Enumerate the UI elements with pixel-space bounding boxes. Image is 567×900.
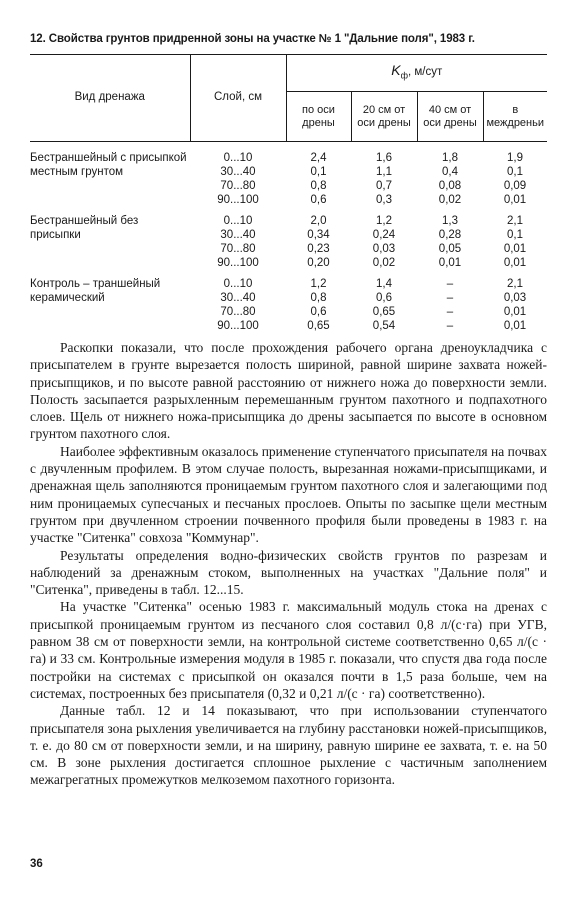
- soil-properties-table: [30, 54, 547, 334]
- layer-cell: 70...80: [220, 243, 256, 255]
- header-layer: Слой, см: [190, 55, 286, 142]
- layer-cell: 0...10: [223, 152, 253, 164]
- paragraph: Данные табл. 12 и 14 показывают, что при использовании ступенчатого присыпателя зона рыхления увеличивается на глубину расстановки ножей-присыпщиков, т. е. до 80 см от поверхности земли, и на ширину, равную ширине ее захвата, т. е. на 50 см. В зоне рыхления достигается сплошное рыхление с частичным заполнением межагрегатных промежутков мелкоземом пахотного горизонта.: [30, 703, 547, 788]
- kf-value-cell: 0,6: [310, 306, 327, 318]
- drainage-type-cell: Бестраншейный с присыпкой местным грунтом: [30, 152, 187, 178]
- layer-cell: 70...80: [220, 180, 256, 192]
- kf-value-cell: 0,05: [438, 243, 462, 255]
- paragraph: Результаты определения водно-физических свойств грунтов по разрезам и наблюдений за дренажным стоком, выполненных на участках "Дальние поля" и "Ситенка", приведены в табл. 12...15.: [30, 547, 547, 598]
- kf-value-cell: 0,24: [372, 229, 396, 241]
- kf-value-cell: 2,0: [310, 215, 327, 227]
- kf-value-cell: –: [446, 278, 454, 290]
- kf-value-cell: 0,03: [372, 243, 396, 255]
- kf-value-cell: 1,9: [507, 152, 523, 164]
- kf-value-cell: –: [446, 306, 454, 318]
- kf-value-cell: 0,08: [438, 180, 462, 192]
- page-number: 36: [30, 858, 43, 870]
- layer-cell: 0...10: [223, 278, 253, 290]
- layer-cell: 30...40: [220, 292, 256, 304]
- kf-value-cell: 0,01: [438, 257, 462, 269]
- paragraph: Наиболее эффективным оказалось применение ступенчатого присыпателя на почвах с двучленным профилем. В этом случае полость, вырезанная ножами-присыпщиками, и дренажная щель заполняются проницаемым грунтом пахотного слоя и залегающими под ним проницаемых супесчаных и песчаных прослоев. Опыты по засыпке щели местным грунтом при двучленном строении почвенного профиля были проведены в 1983 г. на участке "Ситенка" совхоза "Коммунар".: [30, 443, 547, 546]
- kf-value-cell: 1,6: [376, 152, 392, 164]
- kf-value-cell: –: [446, 292, 454, 304]
- kf-value-cell: 0,6: [310, 194, 327, 206]
- table-body: [30, 142, 547, 335]
- layer-cell: 90...100: [217, 194, 259, 206]
- header-between-drains: в междреньи: [483, 92, 547, 142]
- kf-value-cell: 0,34: [307, 229, 330, 241]
- kf-value-cell: 1,8: [442, 152, 458, 164]
- header-drainage-type: Вид дренажа: [30, 55, 190, 142]
- layer-cell: 0...10: [223, 215, 253, 227]
- kf-value-cell: 0,8: [310, 292, 327, 304]
- kf-value-cell: 2,1: [507, 278, 523, 290]
- kf-value-cell: 1,4: [376, 278, 392, 290]
- header-20cm: 20 см от оси дрены: [351, 92, 417, 142]
- layer-cell: 90...100: [217, 257, 259, 269]
- table-caption: 12. Свойства грунтов придренной зоны на участке № 1 "Дальние поля", 1983 г.: [30, 33, 475, 45]
- kf-value-cell: 0,6: [376, 292, 392, 304]
- kf-value-cell: 0,1: [310, 166, 327, 178]
- kf-value-cell: 0,3: [376, 194, 392, 206]
- kf-symbol: K: [391, 61, 401, 78]
- kf-value-cell: 0,01: [503, 257, 527, 269]
- layer-cell: 70...80: [220, 306, 256, 318]
- header-40cm: 40 см от оси дрены: [417, 92, 483, 142]
- kf-value-cell: 0,09: [503, 180, 527, 192]
- drainage-type-cell: Контроль – траншейный керамический: [30, 278, 161, 304]
- kf-value-cell: 1,2: [310, 278, 327, 290]
- paragraph: На участке "Ситенка" осенью 1983 г. максимальный модуль стока на дренах с присыпкой проницаемым грунтом из песчаного слоя составил 0,8 л/(с·га) при УГВ, равном 38 см от поверхности земли, на контрольной системе соответственно 0,65 л/(с · га) и 33 см. Контрольные измерения модуля в 1985 г. показали, что спустя два года после постройки на системах с присыпкой он оказался почти в 1,5 раза больше, чем на системах, построенных без присыпателя (0,32 и 0,21 л/(с · га) соответственно).: [30, 599, 547, 701]
- kf-value-cell: 0,65: [372, 306, 396, 318]
- kf-value-cell: 0,01: [503, 306, 527, 318]
- layer-cell: 90...100: [217, 320, 259, 332]
- kf-value-cell: 0,28: [438, 229, 462, 241]
- kf-value-cell: 0,1: [507, 229, 523, 241]
- kf-value-cell: 0,65: [307, 320, 330, 332]
- body-text: [30, 339, 547, 789]
- kf-value-cell: 0,02: [438, 194, 462, 206]
- kf-value-cell: 0,4: [442, 166, 458, 178]
- header-on-axis: по оси дрены: [286, 92, 351, 142]
- kf-value-cell: 0,54: [372, 320, 396, 332]
- kf-value-cell: 0,7: [376, 180, 392, 192]
- kf-value-cell: 2,1: [507, 215, 523, 227]
- kf-value-cell: 1,2: [376, 215, 392, 227]
- table-row: [30, 271, 547, 292]
- kf-value-cell: –: [446, 320, 454, 332]
- paragraph: Раскопки показали, что после прохождения рабочего органа дреноукладчика с присыпателем в грунте вырезается полость шириной, равной ширине захвата ножей-присыпщиков, и по высоте равной расстоянию от нижнего ножа до поверхности земли. Полость засыпается разрыхленным перемешанным грунтом пахотного и подпахотного слоев. Щель от нижнего ножа-присыпщика до дрены засыпается по высоте в основном грунтом пахотного слоя.: [30, 340, 547, 442]
- kf-unit: , м/сут: [408, 65, 443, 78]
- kf-value-cell: 2,4: [310, 152, 327, 164]
- kf-value-cell: 1,1: [376, 166, 392, 178]
- kf-value-cell: 0,02: [372, 257, 396, 269]
- header-kf: [286, 55, 547, 92]
- kf-value-cell: 0,03: [503, 292, 527, 304]
- kf-value-cell: 0,8: [310, 180, 327, 192]
- kf-value-cell: 0,20: [307, 257, 330, 269]
- kf-value-cell: 0,23: [307, 243, 330, 255]
- kf-value-cell: 1,3: [442, 215, 458, 227]
- layer-cell: 30...40: [220, 229, 256, 241]
- kf-value-cell: 0,01: [503, 243, 527, 255]
- kf-value-cell: 0,1: [507, 166, 523, 178]
- table-row: [30, 142, 547, 167]
- drainage-type-cell: Бестраншейный без присыпки: [30, 215, 139, 241]
- layer-cell: 30...40: [220, 166, 256, 178]
- table-row: [30, 208, 547, 229]
- kf-subscript: ф: [400, 69, 408, 80]
- kf-value-cell: 0,01: [503, 320, 527, 332]
- kf-value-cell: 0,01: [503, 194, 527, 206]
